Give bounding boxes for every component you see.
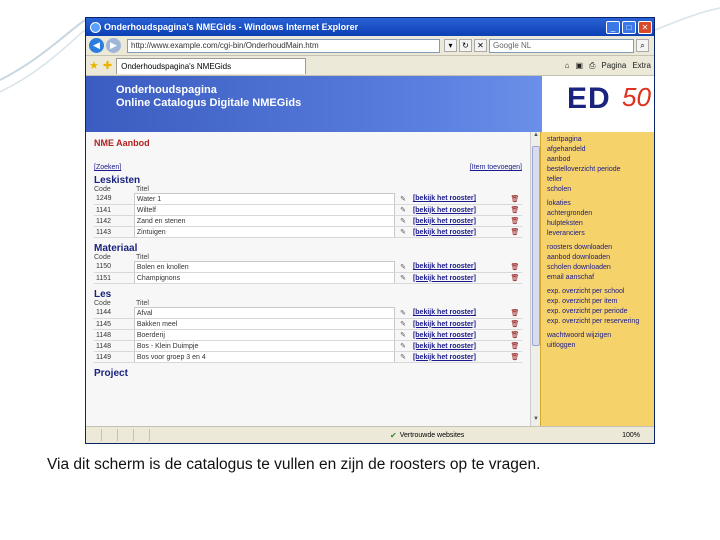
edit-icon[interactable]: ✎ xyxy=(395,262,411,273)
page-menu[interactable]: Pagina xyxy=(601,61,627,70)
status-cell xyxy=(102,429,118,441)
logo-ed: ED xyxy=(567,82,611,115)
delete-icon[interactable]: 🗑 xyxy=(508,262,522,273)
status-cells xyxy=(86,429,150,441)
table-row xyxy=(94,216,522,227)
sections xyxy=(94,175,530,379)
table-row xyxy=(94,227,522,238)
item-code: 1145 xyxy=(94,319,134,330)
table-row xyxy=(94,205,522,216)
delete-icon[interactable]: 🗑 xyxy=(508,194,522,205)
item-title[interactable]: Champignons xyxy=(134,273,394,284)
check-icon: ✔ xyxy=(390,430,397,440)
rooster-link[interactable]: [bekijk het rooster] xyxy=(411,319,508,330)
item-code: 1142 xyxy=(94,216,134,227)
scrollbar-thumb[interactable] xyxy=(532,146,540,346)
sidebar-menu xyxy=(540,132,654,426)
sidebar-item[interactable]: teller xyxy=(547,176,563,183)
sidebar-item[interactable]: roosters downloaden xyxy=(547,244,612,251)
sidebar-item[interactable]: afgehandeld xyxy=(547,146,586,153)
sidebar-item[interactable]: wachtwoord wijzigen xyxy=(547,332,612,339)
item-table xyxy=(94,261,522,284)
sidebar-item[interactable]: achtergronden xyxy=(547,210,593,217)
url-input[interactable]: http://www.example.com/cgi-bin/OnderhoudMain.htm xyxy=(127,39,440,53)
feeds-icon[interactable]: ▣ xyxy=(575,61,583,70)
edit-icon[interactable]: ✎ xyxy=(395,352,411,363)
main-content xyxy=(86,132,530,426)
add-item-link[interactable]: [Item toevoegen] xyxy=(469,164,522,171)
tab-onderhoud[interactable]: Onderhoudspagina's NMEGids xyxy=(116,58,306,74)
item-code: 1149 xyxy=(94,352,134,363)
item-code: 1249 xyxy=(94,194,134,205)
search-icon[interactable]: ⌕ xyxy=(636,39,649,52)
item-title[interactable]: Bos voor groep 3 en 4 xyxy=(134,352,394,363)
sidebar-item[interactable]: exp. overzicht per item xyxy=(547,298,618,305)
zoom-level[interactable]: 100% xyxy=(622,431,640,439)
scroll-up-icon[interactable]: ▲ xyxy=(533,132,539,138)
column-header-title: Titel xyxy=(136,254,149,261)
rooster-link[interactable]: [bekijk het rooster] xyxy=(411,352,508,363)
title-bar xyxy=(86,18,654,36)
sidebar-item[interactable]: scholen downloaden xyxy=(547,264,611,271)
ie-icon xyxy=(90,22,101,33)
browser-window xyxy=(85,17,655,444)
edit-icon[interactable]: ✎ xyxy=(395,227,411,238)
edit-icon[interactable]: ✎ xyxy=(395,216,411,227)
rooster-link[interactable]: [bekijk het rooster] xyxy=(411,330,508,341)
table-row xyxy=(94,273,522,284)
table-row xyxy=(94,352,522,363)
forward-icon[interactable]: ▶ xyxy=(106,38,121,53)
edit-icon[interactable]: ✎ xyxy=(395,205,411,216)
section-heading: Project xyxy=(94,368,128,379)
status-cell xyxy=(86,429,102,441)
site-logo xyxy=(542,76,654,132)
sidebar-item[interactable]: aanbod downloaden xyxy=(547,254,611,261)
address-bar xyxy=(86,36,654,56)
refresh-icon[interactable]: ↻ xyxy=(459,39,472,52)
security-zone[interactable] xyxy=(390,431,464,440)
slide-caption: Via dit scherm is de catalogus te vullen en zijn de roosters op te vragen. xyxy=(47,456,541,473)
item-code: 1148 xyxy=(94,341,134,352)
rooster-link[interactable]: [bekijk het rooster] xyxy=(411,194,508,205)
delete-icon[interactable]: 🗑 xyxy=(508,319,522,330)
close-button[interactable]: ✕ xyxy=(638,21,652,34)
table-row xyxy=(94,194,522,205)
delete-icon[interactable]: 🗑 xyxy=(508,341,522,352)
tab-bar xyxy=(86,56,654,76)
sidebar-item[interactable]: scholen xyxy=(547,186,572,193)
tools-menu[interactable]: Extra xyxy=(632,61,651,70)
edit-icon[interactable]: ✎ xyxy=(395,341,411,352)
item-code: 1141 xyxy=(94,205,134,216)
add-favorites-icon[interactable]: ✚ xyxy=(102,60,113,72)
item-code: 1144 xyxy=(94,308,134,319)
column-header-code: Code xyxy=(94,300,111,307)
column-header-title: Titel xyxy=(136,186,149,193)
item-code: 1148 xyxy=(94,330,134,341)
delete-icon[interactable]: 🗑 xyxy=(508,216,522,227)
status-cell xyxy=(118,429,134,441)
item-table xyxy=(94,193,522,238)
table-row xyxy=(94,262,522,273)
table-row xyxy=(94,319,522,330)
maximize-button[interactable]: □ xyxy=(622,21,636,34)
rooster-link[interactable]: [bekijk het rooster] xyxy=(411,273,508,284)
status-bar xyxy=(86,426,654,443)
favorites-star-icon[interactable]: ★ xyxy=(89,60,99,72)
rooster-link[interactable]: [bekijk het rooster] xyxy=(411,308,508,319)
site-banner xyxy=(86,76,654,132)
rooster-link[interactable]: [bekijk het rooster] xyxy=(411,216,508,227)
item-code: 1151 xyxy=(94,273,134,284)
dropdown-icon[interactable]: ▾ xyxy=(444,39,457,52)
back-icon[interactable]: ◀ xyxy=(89,38,104,53)
rooster-link[interactable]: [bekijk het rooster] xyxy=(411,341,508,352)
zone-label: Vertrouwde websites xyxy=(399,431,465,439)
rooster-link[interactable]: [bekijk het rooster] xyxy=(411,227,508,238)
delete-icon[interactable]: 🗑 xyxy=(508,227,522,238)
sidebar-item[interactable]: bestelloverzicht periode xyxy=(547,166,621,173)
command-bar xyxy=(565,61,651,71)
logo-50: 50 xyxy=(622,82,651,112)
table-row xyxy=(94,308,522,319)
sidebar-item[interactable]: lokaties xyxy=(547,200,571,207)
column-header-title: Titel xyxy=(136,300,149,307)
delete-icon[interactable]: 🗑 xyxy=(508,352,522,363)
delete-icon[interactable]: 🗑 xyxy=(508,205,522,216)
rooster-link[interactable]: [bekijk het rooster] xyxy=(411,262,508,273)
edit-icon[interactable]: ✎ xyxy=(395,194,411,205)
delete-icon[interactable]: 🗑 xyxy=(508,308,522,319)
scroll-down-icon[interactable]: ▼ xyxy=(533,416,539,422)
item-title[interactable]: Bakken meel xyxy=(134,319,394,330)
table-row xyxy=(94,341,522,352)
sidebar-item[interactable]: startpagina xyxy=(547,136,582,143)
sidebar-item[interactable]: exp. overzicht per periode xyxy=(547,308,628,315)
sidebar-item[interactable]: hulpteksten xyxy=(547,220,583,227)
item-title[interactable]: Zintuigen xyxy=(134,227,394,238)
status-cell xyxy=(134,429,150,441)
column-header-code: Code xyxy=(94,186,111,193)
delete-icon[interactable]: 🗑 xyxy=(508,273,522,284)
page-title: NME Aanbod xyxy=(94,138,150,148)
sidebar-item[interactable]: exp. overzicht per school xyxy=(547,288,625,295)
sidebar-item[interactable]: uitloggen xyxy=(547,342,576,349)
column-headers xyxy=(94,254,530,261)
vertical-scrollbar[interactable] xyxy=(530,132,540,426)
column-headers xyxy=(94,300,530,307)
section-heading: Materiaal xyxy=(94,243,138,254)
minimize-button[interactable]: _ xyxy=(606,21,620,34)
item-title[interactable]: Bolen en knollen xyxy=(134,262,394,273)
sidebar-item[interactable]: aanbod xyxy=(547,156,571,163)
table-row xyxy=(94,330,522,341)
page-viewport xyxy=(86,76,654,426)
section-heading: Leskisten xyxy=(94,175,141,186)
search-input[interactable]: Google NL xyxy=(489,39,634,53)
stop-icon[interactable]: ✕ xyxy=(474,39,487,52)
item-title[interactable]: Boerderij xyxy=(134,330,394,341)
item-table xyxy=(94,307,522,363)
sidebar-item[interactable]: email aanschaf xyxy=(547,274,595,281)
delete-icon[interactable]: 🗑 xyxy=(508,330,522,341)
item-title[interactable]: Afval xyxy=(134,308,394,319)
window-title: Onderhoudspagina's NMEGids - Windows Internet Explorer xyxy=(104,22,359,32)
search-link[interactable]: [Zoeken] xyxy=(94,164,122,171)
banner-subtitle: Online Catalogus Digitale NMEGids xyxy=(116,97,302,109)
item-title[interactable]: Zand en stenen xyxy=(134,216,394,227)
sidebar-item[interactable]: exp. overzicht per reservering xyxy=(547,318,640,325)
item-title[interactable]: Wiltelf xyxy=(134,205,394,216)
print-icon[interactable]: ⎙ xyxy=(589,60,596,70)
home-icon[interactable]: ⌂ xyxy=(564,61,570,70)
item-code: 1150 xyxy=(94,262,134,273)
section-heading: Les xyxy=(94,289,112,300)
edit-icon[interactable]: ✎ xyxy=(395,273,411,284)
banner-title: Onderhoudspagina xyxy=(116,84,217,96)
edit-icon[interactable]: ✎ xyxy=(395,330,411,341)
edit-icon[interactable]: ✎ xyxy=(395,308,411,319)
item-code: 1143 xyxy=(94,227,134,238)
rooster-link[interactable]: [bekijk het rooster] xyxy=(411,205,508,216)
item-title[interactable]: Bos - Klein Duimpje xyxy=(134,341,394,352)
column-headers xyxy=(94,186,530,193)
item-title[interactable]: Water 1 xyxy=(134,194,394,205)
column-header-code: Code xyxy=(94,254,111,261)
sidebar-item[interactable]: leveranciers xyxy=(547,230,585,237)
action-links xyxy=(94,164,522,171)
edit-icon[interactable]: ✎ xyxy=(395,319,411,330)
